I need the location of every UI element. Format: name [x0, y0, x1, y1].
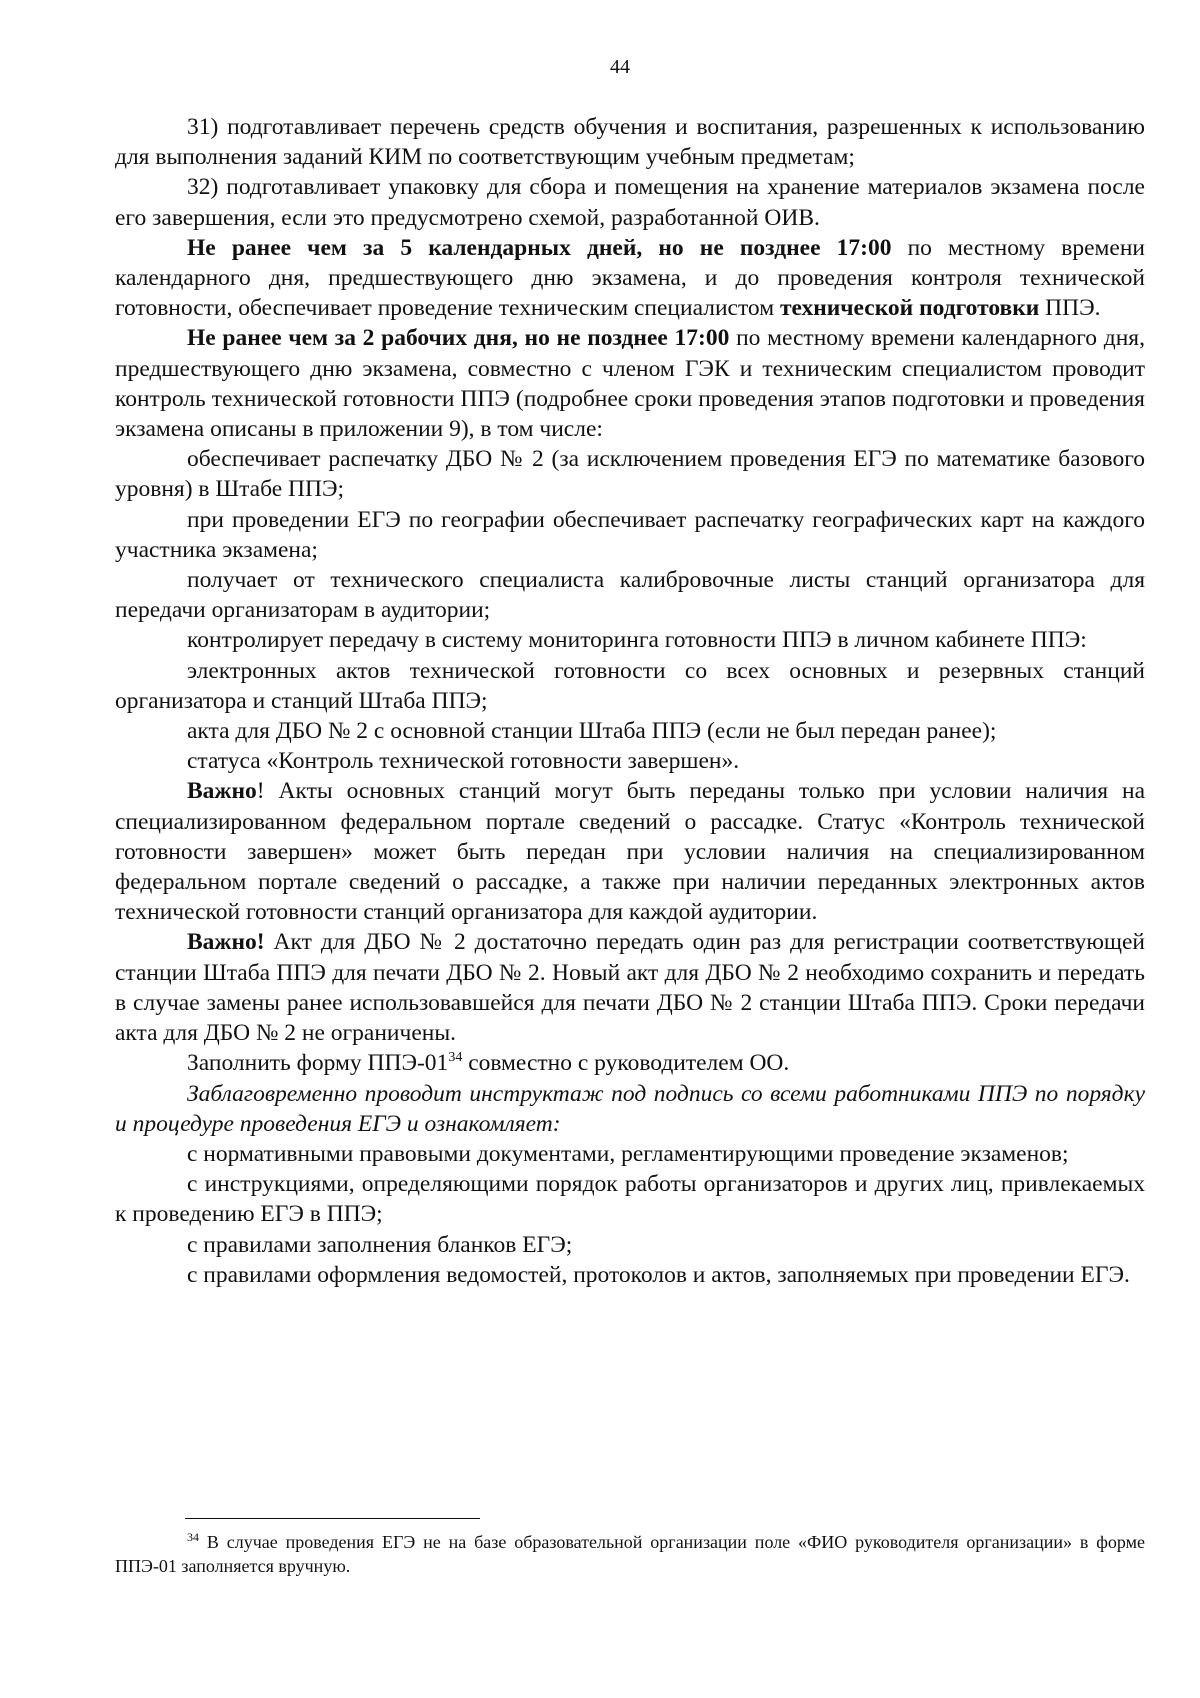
paragraph-act-dbo: акта для ДБО № 2 с основной станции Штаба ППЭ (если не был передан ранее);	[187, 718, 997, 745]
important-text-1: ! Акты основных станций могут быть переданы только при условии наличия на специализированном федеральном портале сведений о рассадке. Статус «Контроль технической готовности завершен» может быть передан при условии наличия на специализированном федеральном портале сведений о рассадке, а также при наличии переданных электронных актов технической готовности станций организатора для каждой аудитории.	[115, 778, 1145, 926]
page-number: 44	[610, 56, 630, 78]
paragraph-important-1	[115, 776, 1145, 927]
paragraph-calibration-sheets: получает от технического специалиста калибровочные листы станций организатора для передачи организаторам в аудитории;	[115, 567, 1145, 624]
paragraph-form-rules: с правилами заполнения бланков ЕГЭ;	[187, 1231, 573, 1258]
document-body	[115, 112, 1145, 1290]
important-text-2: Акт для ДБО № 2 достаточно передать один раз для регистрации соответствующей станции Штаба ППЭ для печати ДБО № 2. Новый акт для ДБО № 2 необходимо сохранить и передать в случае замены ранее использовавшейся для печати ДБО № 2 станции Штаба ППЭ. Сроки передачи акта для ДБО № 2 не ограничены.	[115, 929, 1145, 1047]
paragraph-geography-maps: при проведении ЕГЭ по географии обеспечивает распечатку географических карт на каждого участника экзамена;	[115, 506, 1145, 563]
paragraph-instructions: с инструкциями, определяющими порядок работы организаторов и других лиц, привлекаемых к проведению ЕГЭ в ППЭ;	[115, 1171, 1145, 1228]
paragraph-briefing-italic: Заблаговременно проводит инструктаж под подпись со всеми работниками ППЭ по порядку и процедуре проведения ЕГЭ и ознакомляет:	[115, 1080, 1145, 1137]
paragraph-5-days	[115, 233, 1145, 324]
fill-form-text: Заполнить форму ППЭ-01	[187, 1050, 449, 1077]
deadline-5-days-end: ППЭ.	[1039, 295, 1101, 322]
footnote-paragraph	[115, 1530, 1145, 1578]
paragraph-fill-form	[115, 1048, 1145, 1078]
paragraph-print-dbo: обеспечивает распечатку ДБО № 2 (за исключением проведения ЕГЭ по математике базового уровня) в Штабе ППЭ;	[115, 446, 1145, 503]
deadline-2-days-text: по местному времени календарного дня, предшествующего дню экзамена, совместно с членом ГЭК и техническим специалистом проводит контроль технической готовности ППЭ (подробнее сроки проведения этапов подготовки и проведения экзамена описаны в приложении 9), в том числе:	[115, 325, 1145, 443]
paragraph-important-2	[115, 927, 1145, 1048]
paragraph-electronic-acts: электронных актов технической готовности со всех основных и резервных станций организатора и станций Штаба ППЭ;	[115, 657, 1145, 714]
footnote-separator	[185, 1518, 480, 1519]
footnote-reference: 34	[448, 1050, 463, 1066]
paragraph-status: статуса «Контроль технической готовности завершен».	[187, 748, 740, 775]
technical-preparation-bold: технической подготовки	[779, 295, 1040, 322]
important-label-2: Важно!	[187, 929, 265, 956]
deadline-2-days-bold: Не ранее чем за 2 рабочих дня, но не позднее 17:00	[187, 325, 730, 352]
paragraph-item-32: 32) подготавливает упаковку для сбора и помещения на хранение материалов экзамена после его завершения, если это предусмотрено схемой, разработанной ОИВ.	[115, 174, 1145, 231]
paragraph-2-days	[115, 323, 1145, 444]
paragraph-document-rules: с правилами оформления ведомостей, протоколов и актов, заполняемых при проведении ЕГЭ.	[187, 1261, 1130, 1288]
footnote	[115, 1530, 1145, 1578]
paragraph-item-31: 31) подготавливает перечень средств обучения и воспитания, разрешенных к использованию для выполнения заданий КИМ по соответствующим учебным предметам;	[115, 114, 1145, 171]
paragraph-monitoring-control: контролирует передачу в систему мониторинга готовности ППЭ в личном кабинете ППЭ:	[187, 627, 1087, 654]
deadline-5-days-bold: Не ранее чем за 5 календарных дней, но не позднее 17:00	[187, 234, 892, 261]
important-label-1: Важно	[187, 778, 257, 805]
paragraph-normative-docs: с нормативными правовыми документами, регламентирующими проведение экзаменов;	[187, 1140, 1069, 1167]
deadline-5-days-text: по местному времени календарного дня, предшествующего дню экзамена, и до проведения контроля технической готовности, обеспечивает проведение техническим специалистом	[115, 234, 1145, 322]
footnote-text: В случае проведения ЕГЭ не на базе образовательной организации поле «ФИО руководителя организации» в форме ППЭ-01 заполняется вручную.	[115, 1532, 1145, 1576]
footnote-number: 34	[187, 1530, 199, 1544]
fill-form-text-end: совместно с руководителем ОО.	[462, 1050, 790, 1077]
